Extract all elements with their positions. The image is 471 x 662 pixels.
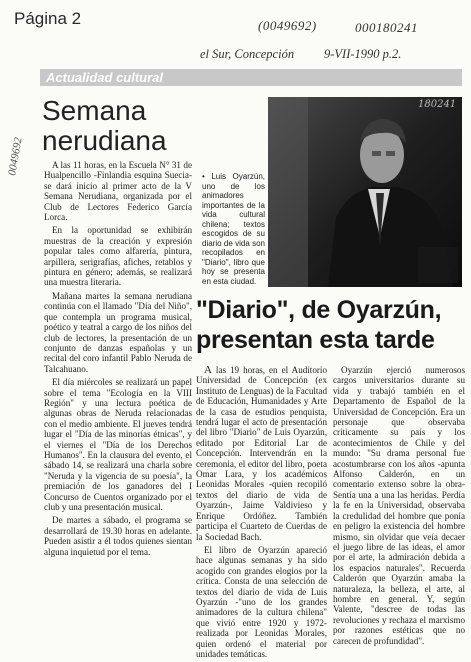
headline-line-2: presentan esta tarde [196, 326, 435, 354]
paragraph: En la oportunidad se exhibirán muestras de la creación y expresión popular tales como alfarería, pintura, arpillera, serigrafías, afiches, retablos y pintura en género; además, se realizará una muestra literaria. [44, 225, 192, 288]
portrait-photo [268, 97, 462, 287]
paragraph: El día miércoles se realizará un papel sobre el tema "Ecología en la VIII Región" y una lectura poética de algunas obras de Neruda relacionadas con el medio ambiente. El jueves tendrá lugar el "Día de las minorías étnicas", y el viernes el "Día de los Derechos Humanos". En la clausura del evento, el sábado 14, se realizará una charla sobre "Neruda y la vigencia de su poesía", la premiación de los ganadores del I Concurso de Cuentos organizado por el club y una presentación musical. [44, 377, 192, 512]
paragraph: A las 19 horas, en el Auditorio Universidad de Concepción (ex Instituto de Lenguas) de la Facultad de Educación, Humanidades y Arte de la casa de estudios penquista, tendrá lugar el acto de presentación del libro "Diario" de Luis Oyarzún, editado por Editorial Lar de Concepción. Intervendrán en la ceremonia, el editor del libro, poeta Omar Lara, y los académicos Leonidas Morales -quien recopiló textos del diario de vida de Oyarzún-, Jaime Valdivieso y Enrique Ordóñez. También participa el Cuarteto de Cuerdas de la Sociedad Bach. [196, 364, 327, 542]
page-number: Página 2 [14, 9, 82, 28]
main-headline [196, 295, 464, 355]
title-line-2: nerudiana [42, 125, 167, 156]
photo-caption: • Luis Oyarzún, uno de los animadores importantes de la vida cultural chilena; textos escogidos de su diario de vida son recopilados en "Diario", libro que hoy se presenta en esta ciudad. [202, 172, 265, 286]
photo-handwritten-note: 180241 [418, 99, 457, 110]
title-line-1: Semana [42, 95, 147, 126]
handwritten-date: 9-VII-1990 p.2. [324, 47, 402, 61]
section-label: Actualidad cultural [46, 70, 164, 85]
handwritten-reference: (0049692) [258, 18, 317, 33]
paragraph: Mañana martes la semana nerudiana continúa con el llamado "Día del Niño", que contempla un programa musical, poético y teatral a cargo de los niños del club de lectores, la presentación de un conjunto de danzas españolas y un recital del coro infantil Pablo Neruda de Talcahuano. [44, 290, 192, 374]
paragraph: De martes a sábado, el programa se desarrollará de 19.30 horas en adelante. Pueden asistir a él todos quienes sientan alguna inquietud por el tema. [44, 515, 192, 557]
handwritten-reference-2: 000180241 [355, 20, 418, 35]
left-article-body [44, 160, 192, 560]
handwritten-margin-note [4, 118, 25, 178]
headline-line-1: "Diario", de Oyarzún, [196, 296, 442, 324]
paragraph: El libro de Oyarzún apareció hace algunas semanas y ha sido acogido con grandes elogios por la crítica. Consta de una selección de textos del diario de vida de Luis Oyarzún -"uno de los grandes animadores de la cultura chilena" que vivió entre 1920 y 1972- realizada por Leonidas Morales, quien ordenó el material por unidades temáticas. [196, 544, 327, 659]
main-article-column-1 [196, 365, 327, 662]
paragraph: Oyarzún ejerció numerosos cargos universitarios durante su vida y trabajó también en el Departamento de Español de la Universidad de Concepción. Era un personaje que observaba críticamente su país y los acontecimientos de Chile y del mundo: "Su drama personal fue acostumbrarse con los años -apunta Alfonso Calderón, en un comentario extenso sobre la obra- Sentía una a una las heridas. Perdía la fe en la Universidad, observaba la credulidad del hombre que ponía en peligro la existencia del hombre mismo, sin olvidar que veía decaer el juego libre de las ideas, el amor por el arte, la admiración debida a los espacios naturales". Recuerda Calderón que Oyarzún amaba la naturaleza, la belleza, el arte, al hombre en general. Y, según Valente, "descree de todas las revoluciones y rechaza el marxismo por razones estéticas que no carecen de profundidad". [333, 365, 465, 646]
main-article-column-2 [333, 365, 465, 649]
left-article-title [42, 96, 197, 156]
handwritten-source: el Sur, Concepción [200, 47, 295, 61]
paragraph: A las 11 horas, en la Escuela N° 31 de Hualpencillo -Finlandia esquina Suecia- se dará inicio al primer acto de la V Semana Nerudiana, organizada por el Club de Lectores Federico García Lorca. [44, 160, 192, 223]
margin-note-text: 0049692 [6, 136, 25, 177]
portrait-image [268, 97, 462, 287]
